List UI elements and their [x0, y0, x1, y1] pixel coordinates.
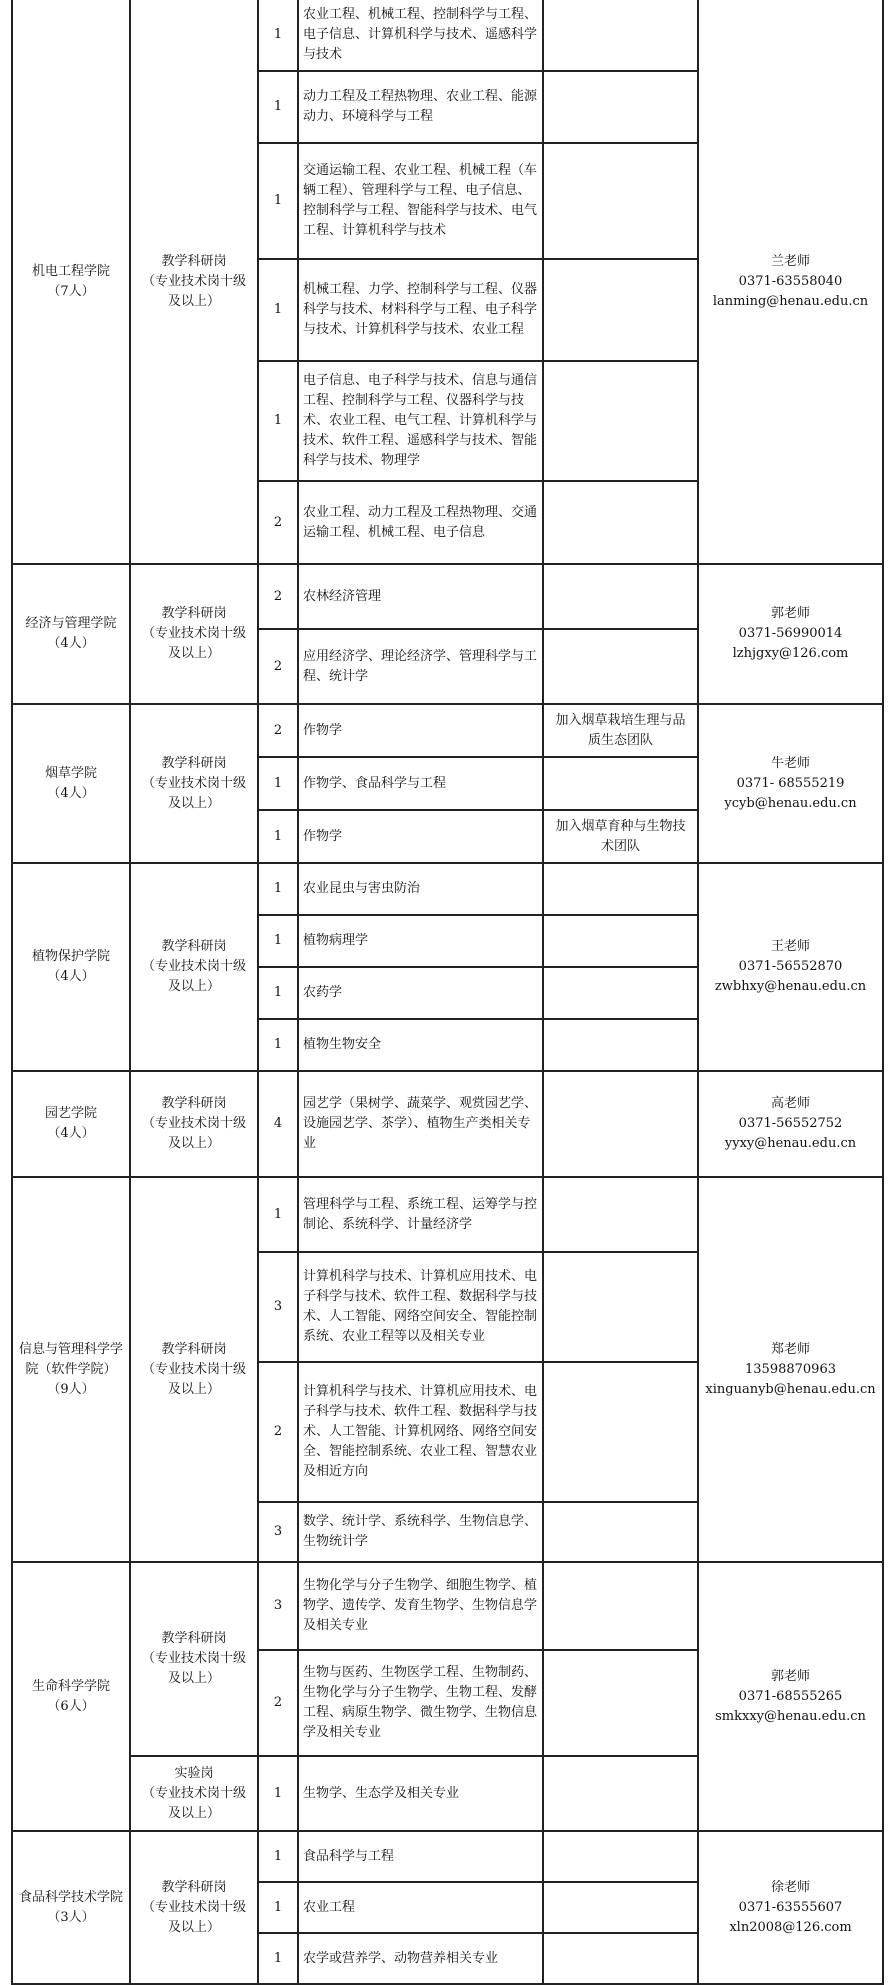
post-title: 教学科研岗	[161, 606, 227, 621]
contact-cell	[698, 1177, 883, 1562]
contact-name: 郭老师	[770, 606, 810, 621]
note-cell	[543, 1502, 698, 1562]
post-level: 及以上）	[167, 1919, 220, 1935]
major-cell: 机械工程、力学、控制科学与工程、仪器科学与技术、材料科学与工程、电子科学与技术、计算机科学与技术、农业工程	[298, 259, 543, 361]
department-name: 植物保护学院	[31, 949, 110, 964]
post-title: 教学科研岗	[161, 1341, 227, 1357]
count-cell: 2	[258, 629, 298, 704]
major-cell: 电子信息、电子科学与技术、信息与通信工程、控制科学与工程、仪器科学与技术、农业工程、电气工程、计算机科学与技术、软件工程、遥感科学与技术、智能科学与技术、物理学	[298, 361, 543, 481]
table-row	[12, 564, 883, 629]
note-cell	[543, 967, 698, 1019]
count-cell: 1	[258, 863, 298, 915]
note-cell	[543, 361, 698, 481]
major-cell: 交通运输工程、农业工程、机械工程（车辆工程）、管理科学与工程、电子信息、控制科学与工程、智能科学与技术、电气工程、计算机科学与技术	[298, 143, 543, 259]
major-cell: 农业工程、动力工程及工程热物理、交通运输工程、机械工程、电子信息	[298, 481, 543, 564]
note-cell	[543, 915, 698, 967]
major-cell: 农学或营养学、动物营养相关专业	[298, 1933, 543, 1984]
department-name: 园艺学院	[44, 1106, 97, 1121]
contact-phone: 0371- 68555219	[736, 775, 845, 791]
note-cell	[543, 1831, 698, 1882]
contact-phone: 13598870963	[745, 1361, 836, 1377]
major-cell: 农业工程	[298, 1882, 543, 1933]
post-level: （专业技术岗十级	[141, 775, 246, 791]
contact-cell	[698, 0, 883, 564]
count-cell: 2	[258, 564, 298, 629]
table-row	[12, 0, 883, 71]
major-cell: 作物学、食品科学与工程	[298, 757, 543, 810]
note-cell	[543, 259, 698, 361]
count-cell: 2	[258, 1650, 298, 1756]
note-cell	[543, 1882, 698, 1933]
table-row	[12, 1831, 883, 1882]
contact-cell	[698, 1071, 883, 1177]
post-level: 及以上）	[167, 1381, 220, 1397]
count-cell: 3	[258, 1502, 298, 1562]
contact-phone: 0371-56552870	[738, 959, 843, 974]
note-cell	[543, 1362, 698, 1502]
contact-email[interactable]: yyxy@henau.edu.cn	[724, 1136, 857, 1151]
count-cell: 4	[258, 1071, 298, 1177]
post-level: （专业技术岗十级	[141, 626, 246, 641]
department-name: 机电工程学院	[31, 263, 110, 279]
note-cell	[543, 1071, 698, 1177]
note-cell	[543, 1019, 698, 1071]
table-row	[12, 1071, 883, 1177]
major-cell: 植物病理学	[298, 915, 543, 967]
major-cell: 农业工程、机械工程、控制科学与工程、电子信息、计算机科学与技术、遥感科学与技术	[298, 0, 543, 71]
major-cell: 生物学、生态学及相关专业	[298, 1756, 543, 1831]
note-cell	[543, 481, 698, 564]
department-cell	[12, 1831, 130, 1984]
note-cell: 加入烟草栽培生理与品质生态团队	[543, 704, 698, 757]
major-cell: 农药学	[298, 967, 543, 1019]
post-cell	[130, 1071, 258, 1177]
count-cell: 1	[258, 1933, 298, 1984]
major-cell: 计算机科学与技术、计算机应用技术、电子科学与技术、软件工程、数据科学与技术、人工智能、网络空间安全、智能控制系统、农业工程等以及相关专业	[298, 1252, 543, 1362]
contact-cell	[698, 704, 883, 863]
department-cell	[12, 1562, 130, 1831]
count-cell: 1	[258, 1177, 298, 1252]
note-cell: 加入烟草育种与生物技术团队	[543, 810, 698, 863]
contact-email[interactable]: smkxxy@henau.edu.cn	[715, 1708, 866, 1724]
note-cell	[543, 1177, 698, 1252]
contact-email[interactable]: lzhjgxy@126.com	[732, 646, 849, 661]
count-cell: 1	[258, 361, 298, 481]
note-cell	[543, 1562, 698, 1650]
note-cell	[543, 1650, 698, 1756]
post-level: （专业技术岗十级	[141, 1651, 246, 1666]
post-level: 及以上）	[167, 293, 220, 309]
department-cell	[12, 0, 130, 564]
contact-email[interactable]: xln2008@126.com	[729, 1919, 852, 1935]
department-count: （4人）	[47, 636, 95, 651]
table-row	[12, 1562, 883, 1650]
post-level: 及以上）	[167, 646, 220, 661]
note-cell	[543, 757, 698, 810]
department-name: 信息与管理科学学院（软件学院）	[19, 1341, 124, 1377]
major-cell: 生物与医药、生物医学工程、生物制药、生物化学与分子生物学、生物工程、发酵工程、病原生物学、微生物学、生物信息学及相关专业	[298, 1650, 543, 1756]
count-cell: 1	[258, 757, 298, 810]
count-cell: 3	[258, 1562, 298, 1650]
contact-email[interactable]: lanming@henau.edu.cn	[712, 293, 869, 309]
contact-email[interactable]: zwbhxy@henau.edu.cn	[714, 979, 867, 994]
contact-email[interactable]: xinguanyb@henau.edu.cn	[705, 1381, 876, 1397]
count-cell: 1	[258, 915, 298, 967]
post-level: 及以上）	[167, 1805, 220, 1821]
major-cell: 动力工程及工程热物理、农业工程、能源动力、环境科学与工程	[298, 71, 543, 143]
post-level: 及以上）	[167, 795, 220, 811]
post-title: 教学科研岗	[161, 939, 227, 954]
department-cell	[12, 1177, 130, 1562]
count-cell: 1	[258, 1756, 298, 1831]
post-cell	[130, 0, 258, 564]
department-count: （3人）	[47, 1909, 95, 1925]
note-cell	[543, 564, 698, 629]
major-cell: 应用经济学、理论经济学、管理科学与工程、统计学	[298, 629, 543, 704]
recruitment-table	[11, 0, 884, 1985]
major-cell: 数学、统计学、系统科学、生物信息学、生物统计学	[298, 1502, 543, 1562]
department-count: （4人）	[47, 969, 95, 984]
note-cell	[543, 1933, 698, 1984]
contact-cell	[698, 863, 883, 1071]
post-level: （专业技术岗十级	[141, 1361, 246, 1377]
major-cell: 食品科学与工程	[298, 1831, 543, 1882]
post-level: 及以上）	[167, 1136, 220, 1151]
post-title: 教学科研岗	[161, 1631, 227, 1646]
count-cell: 1	[258, 0, 298, 71]
department-count: （6人）	[47, 1698, 95, 1714]
major-cell: 农林经济管理	[298, 564, 543, 629]
count-cell: 2	[258, 481, 298, 564]
post-cell	[130, 564, 258, 704]
note-cell	[543, 0, 698, 71]
contact-name: 牛老师	[770, 755, 810, 771]
major-cell: 管理科学与工程、系统工程、运筹学与控制论、系统科学、计量经济学	[298, 1177, 543, 1252]
count-cell: 1	[258, 1882, 298, 1933]
post-title: 教学科研岗	[161, 1879, 227, 1895]
post-cell	[130, 1831, 258, 1984]
department-name: 生命科学学院	[31, 1678, 110, 1694]
note-cell	[543, 629, 698, 704]
note-cell	[543, 863, 698, 915]
department-count: （7人）	[47, 283, 95, 299]
post-cell	[130, 1562, 258, 1756]
contact-cell	[698, 564, 883, 704]
count-cell: 1	[258, 1831, 298, 1882]
contact-phone: 0371-63555607	[738, 1899, 843, 1915]
department-name: 食品科学技术学院	[19, 1889, 124, 1905]
post-level: 及以上）	[167, 1671, 220, 1686]
major-cell: 农业昆虫与害虫防治	[298, 863, 543, 915]
contact-phone: 0371-56990014	[738, 626, 843, 641]
post-title: 教学科研岗	[161, 1096, 227, 1111]
department-count: （4人）	[47, 785, 95, 801]
major-cell: 计算机科学与技术、计算机应用技术、电子科学与技术、软件工程、数据科学与技术、人工智能、计算机网络、网络空间安全、智能控制系统、农业工程、智慧农业及相近方向	[298, 1362, 543, 1502]
post-level: （专业技术岗十级	[141, 1899, 246, 1915]
post-level: （专业技术岗十级	[141, 273, 246, 289]
count-cell: 1	[258, 967, 298, 1019]
contact-name: 徐老师	[770, 1879, 810, 1895]
count-cell: 1	[258, 1019, 298, 1071]
post-cell	[130, 863, 258, 1071]
count-cell: 1	[258, 259, 298, 361]
table-row	[12, 704, 883, 757]
contact-cell	[698, 1562, 883, 1831]
contact-name: 郭老师	[770, 1668, 810, 1684]
contact-name: 兰老师	[770, 253, 810, 269]
department-count: （4人）	[47, 1126, 95, 1141]
note-cell	[543, 1252, 698, 1362]
department-name: 烟草学院	[44, 765, 97, 781]
department-cell	[12, 863, 130, 1071]
major-cell: 园艺学（果树学、蔬菜学、观赏园艺学、设施园艺学、茶学）、植物生产类相关专业	[298, 1071, 543, 1177]
contact-email[interactable]: ycyb@henau.edu.cn	[724, 795, 857, 811]
post-level: （专业技术岗十级	[141, 1116, 246, 1131]
count-cell: 3	[258, 1252, 298, 1362]
post-level: （专业技术岗十级	[141, 959, 246, 974]
count-cell: 1	[258, 143, 298, 259]
major-cell: 植物生物安全	[298, 1019, 543, 1071]
count-cell: 1	[258, 71, 298, 143]
post-title: 实验岗	[174, 1765, 214, 1781]
post-title: 教学科研岗	[161, 755, 227, 771]
post-level: （专业技术岗十级	[141, 1785, 246, 1801]
post-title: 教学科研岗	[161, 253, 227, 269]
post-cell	[130, 704, 258, 863]
count-cell: 1	[258, 810, 298, 863]
major-cell: 作物学	[298, 810, 543, 863]
department-cell	[12, 1071, 130, 1177]
contact-phone: 0371-63558040	[738, 273, 843, 289]
contact-name: 王老师	[770, 939, 810, 954]
department-name: 经济与管理学院	[25, 616, 117, 631]
post-cell	[130, 1177, 258, 1562]
major-cell: 作物学	[298, 704, 543, 757]
note-cell	[543, 143, 698, 259]
department-count: （9人）	[47, 1381, 95, 1397]
contact-phone: 0371-68555265	[738, 1688, 843, 1704]
contact-phone: 0371-56552752	[738, 1116, 843, 1131]
count-cell: 2	[258, 1362, 298, 1502]
contact-cell	[698, 1831, 883, 1984]
post-level: 及以上）	[167, 979, 220, 994]
table-row	[12, 863, 883, 915]
contact-name: 郑老师	[770, 1341, 810, 1357]
major-cell: 生物化学与分子生物学、细胞生物学、植物学、遗传学、发育生物学、生物信息学及相关专业	[298, 1562, 543, 1650]
department-cell	[12, 564, 130, 704]
note-cell	[543, 1756, 698, 1831]
post-cell	[130, 1756, 258, 1831]
contact-name: 高老师	[770, 1096, 810, 1111]
note-cell	[543, 71, 698, 143]
count-cell: 2	[258, 704, 298, 757]
department-cell	[12, 704, 130, 863]
table-row	[12, 1177, 883, 1252]
